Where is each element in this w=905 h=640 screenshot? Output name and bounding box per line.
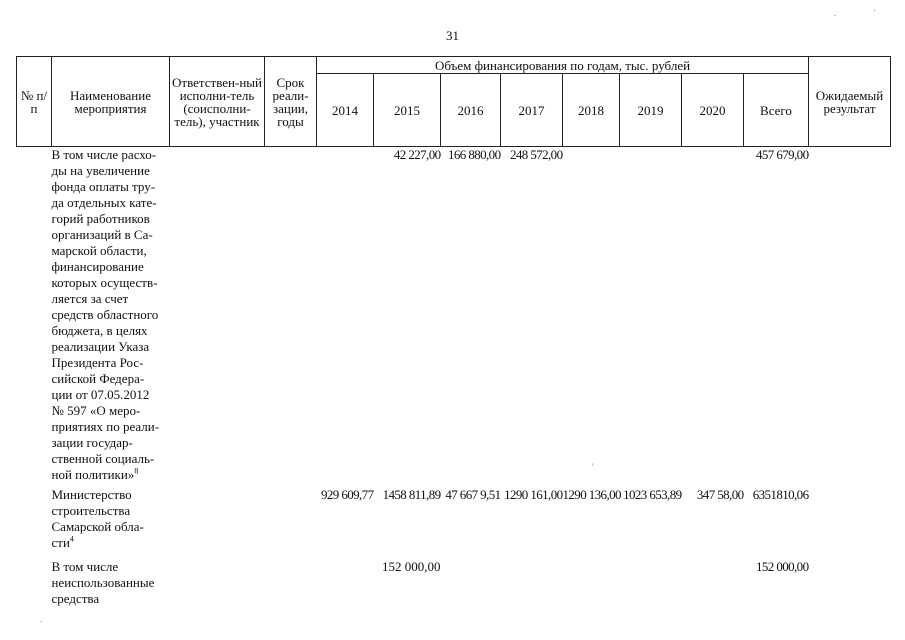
value-cell: 1290 136,00 <box>562 487 621 502</box>
row-name-text: Министерство строительства Самарской обла- сти <box>51 487 144 550</box>
col-year: 2015 <box>374 74 441 147</box>
financing-table <box>16 56 891 607</box>
total-cell: 152 000,00 <box>755 559 809 574</box>
scan-speck: . <box>40 614 43 624</box>
col-name: Наименование мероприятия <box>52 57 170 147</box>
footnote-mark: 8 <box>134 466 139 476</box>
row-name <box>52 147 170 484</box>
value-cell <box>317 147 374 484</box>
value-cell: 248 572,00 <box>509 147 563 162</box>
row-name-text: В том числе неиспользованные средства <box>51 559 155 606</box>
table-header <box>17 57 891 147</box>
value-cell: 42 227,00 <box>393 147 441 162</box>
row-result <box>809 147 891 484</box>
col-term: Срок реали-зации, годы <box>265 57 317 147</box>
value-cell: 1023 653,89 <box>623 487 682 502</box>
col-year: 2019 <box>620 74 682 147</box>
footnote-mark: 4 <box>69 534 74 544</box>
row-executor <box>170 147 265 484</box>
value-cell <box>620 559 682 607</box>
table-row <box>17 483 891 559</box>
col-total: Всего <box>744 74 809 147</box>
value-cell: 1458 811,89 <box>382 487 441 502</box>
row-no <box>17 147 52 484</box>
row-name-text: В том числе расхо- ды на увеличение фонда оплаты тру- да отдельных кате- горий работников организаций в Са- марской области, финансирование которых осуществ- ляется за счет средств областного бюджета, в целях реализации Указа Президента Рос- сийской Федера- ции от 07.05.2012 № 597 «О меро- приятиях по реали- зации государ- ственной социаль- ной политики» <box>51 147 160 482</box>
row-term <box>265 483 317 559</box>
col-year: 2016 <box>441 74 501 147</box>
value-cell <box>682 559 744 607</box>
col-year: 2018 <box>563 74 620 147</box>
col-year: 2014 <box>317 74 374 147</box>
row-result <box>809 559 891 607</box>
value-cell <box>501 559 563 607</box>
value-cell <box>563 559 620 607</box>
table-row <box>17 147 891 484</box>
scan-speck: ' <box>874 8 876 18</box>
row-executor <box>170 483 265 559</box>
row-no <box>17 483 52 559</box>
col-financing-group: Объем финансирования по годам, тыс. рублей <box>317 57 809 74</box>
total-cell: 6351810,06 <box>752 487 809 502</box>
value-cell: 929 609,77 <box>320 487 374 502</box>
value-cell <box>563 147 620 484</box>
col-year: 2017 <box>501 74 563 147</box>
col-no: № п/п <box>17 57 52 147</box>
row-no <box>17 559 52 607</box>
row-result <box>809 483 891 559</box>
value-cell: 152 000,00 <box>382 559 441 574</box>
value-cell: 166 880,00 <box>447 147 501 162</box>
value-cell <box>317 559 374 607</box>
value-cell: 347 58,00 <box>696 487 744 502</box>
row-name <box>52 483 170 559</box>
total-cell: 457 679,00 <box>755 147 809 162</box>
row-term <box>265 147 317 484</box>
col-executor: Ответствен-ный исполни-тель (соисполни-тель), участник <box>170 57 265 147</box>
scan-speck: ' <box>592 462 594 472</box>
table-row <box>17 559 891 607</box>
col-result: Ожидаемый результат <box>809 57 891 147</box>
value-cell <box>441 559 501 607</box>
value-cell <box>682 147 744 484</box>
col-year: 2020 <box>682 74 744 147</box>
value-cell: 47 667 9,51 <box>445 487 501 502</box>
value-cell <box>620 147 682 484</box>
row-name <box>52 559 170 607</box>
row-term <box>265 559 317 607</box>
value-cell: 1290 161,00 <box>504 487 563 502</box>
row-executor <box>170 559 265 607</box>
scan-speck: . <box>834 8 837 18</box>
page-number: 31 <box>446 28 459 43</box>
